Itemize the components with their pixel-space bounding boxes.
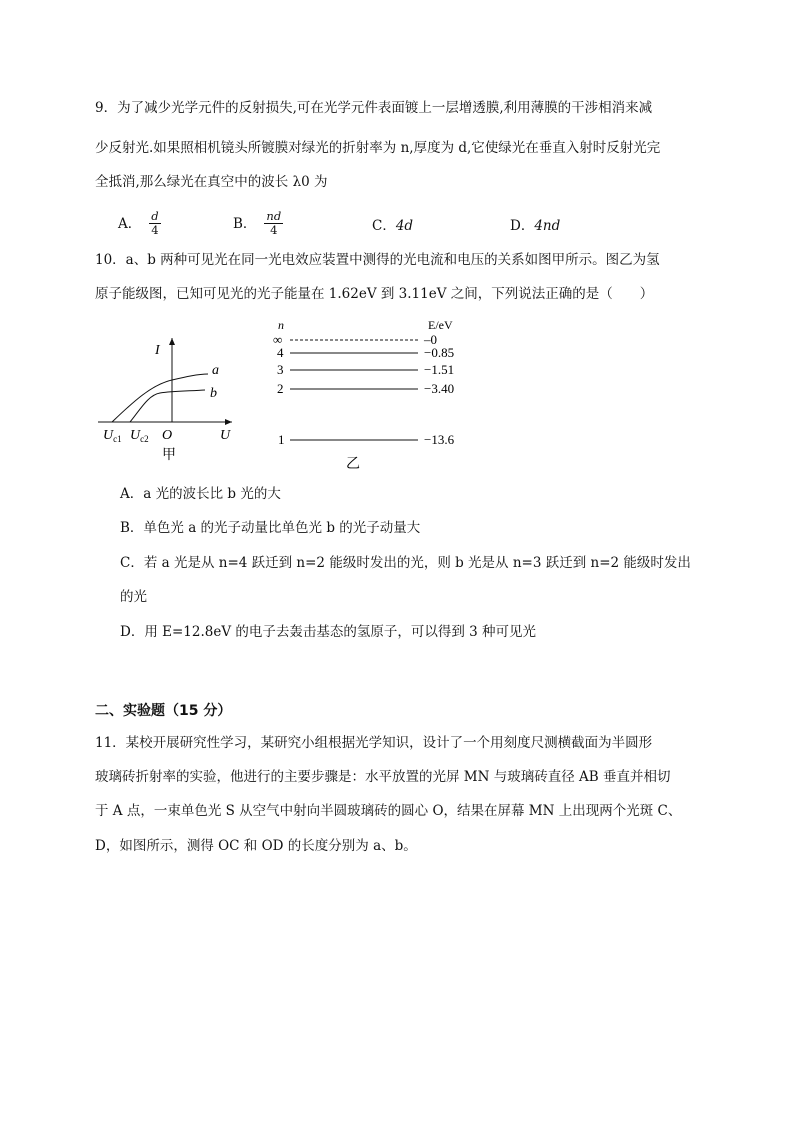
level-1-e: −13.6 (424, 432, 455, 447)
q11-line-2: 玻璃砖折射率的实验，他进行的主要步骤是：水平放置的光屏 MN 与玻璃砖直径 AB 垂直并相切 (95, 769, 671, 785)
q9-option-d (510, 216, 560, 236)
q9-option-c-label: C． (372, 218, 396, 234)
q11-line-3: 于 A 点，一束单色光 S 从空气中射向半圆玻璃砖的圆心 O，结果在屏幕 MN 上出现两个光斑 C、 (95, 803, 682, 819)
q9-line-3: 全抵消,那么绿光在真空中的波长 λ0 为 (95, 174, 328, 190)
q11-line-4: D，如图所示，测得 OC 和 OD 的长度分别为 a、b。 (95, 838, 417, 854)
curve-a-label: a (212, 363, 219, 378)
u-axis-label: U (220, 428, 231, 443)
level-inf-e: –0 (424, 332, 437, 347)
level-4-e: −0.85 (424, 345, 455, 360)
q9-line-2: 少反射光.如果照相机镜头所镀膜对绿光的折射率为 n,厚度为 d,它使绿光在垂直入射时反射光完 (95, 140, 661, 156)
q10-figure (0, 310, 794, 475)
q10-option-b: B．单色光 a 的光子动量比单色光 b 的光子动量大 (120, 520, 421, 536)
q9-option-c (372, 216, 413, 236)
level-3-e: −1.51 (424, 362, 455, 377)
q9-option-b-numerator: nd (266, 209, 282, 223)
level-3-n: 3 (277, 362, 284, 377)
q10-option-c-continued: 的光 (120, 589, 147, 605)
level-2-e: −3.40 (424, 381, 455, 396)
level-4-n: 4 (277, 345, 284, 360)
q9-option-a-denominator: 4 (151, 223, 159, 237)
graph-caption: 甲 (162, 448, 176, 463)
q9-option-a-fraction (149, 210, 160, 237)
curve-b (130, 390, 205, 422)
levels-caption: 乙 (346, 457, 360, 472)
q10-option-a: A．a 光的波长比 b 光的大 (120, 486, 281, 502)
q9-option-b-label: B． (233, 215, 257, 232)
q11-line-1: 11．某校开展研究性学习，某研究小组根据光学知识，设计了一个用刻度尺测横截面为半圆形 (95, 735, 653, 751)
q9-option-b (233, 210, 283, 237)
q9-options (0, 210, 794, 246)
e-header: E/eV (428, 318, 453, 332)
uc2-label: $U_{c2}$ (130, 428, 149, 444)
origin-label: O (162, 428, 173, 443)
q9-option-b-fraction (264, 210, 283, 237)
q9-option-a-label: A． (118, 215, 142, 232)
q10-option-c: C．若 a 光是从 n=4 跃迁到 n=2 能级时发出的光，则 b 光是从 n=3 跃迁到 n=2 能级时发出 (120, 555, 691, 571)
q9-option-c-text: 4d (395, 218, 414, 234)
q9-option-a-numerator: d (151, 209, 159, 223)
uc1-label: $U_{c1}$ (103, 428, 122, 444)
q10-option-d: D．用 E=12.8eV 的电子去轰击基态的氢原子，可以得到 3 种可见光 (120, 624, 537, 640)
i-axis-arrow (169, 338, 175, 345)
level-inf-n: ∞ (273, 332, 283, 347)
level-2-n: 2 (277, 381, 284, 396)
curve-b-label: b (210, 386, 217, 401)
q9-option-b-denominator: 4 (270, 223, 278, 237)
photocurrent-graph (98, 338, 232, 463)
q10-line-1: 10．a、b 两种可见光在同一光电效应装置中测得的光电流和电压的关系如图甲所示。图乙为氢 (95, 252, 660, 268)
section-title: 二、实验题（15 分） (95, 703, 232, 719)
energy-level-diagram (273, 318, 455, 472)
i-axis-label: I (155, 343, 160, 358)
q10-line-2: 原子能级图，已知可见光的光子能量在 1.62eV 到 3.11eV 之间，下列说法正确的是（ ） (95, 286, 654, 302)
level-1-n: 1 (278, 432, 285, 447)
u-axis-arrow (225, 419, 232, 425)
q9-line-1: 9．为了减少光学元件的反射损失,可在光学元件表面镀上一层增透膜,利用薄膜的干涉相消来减 (95, 100, 653, 116)
q9-option-d-label: D． (510, 218, 535, 234)
curve-a (112, 374, 208, 422)
q9-option-a (118, 210, 161, 237)
q9-option-d-text: 4nd (534, 218, 561, 234)
n-header: n (278, 318, 284, 332)
